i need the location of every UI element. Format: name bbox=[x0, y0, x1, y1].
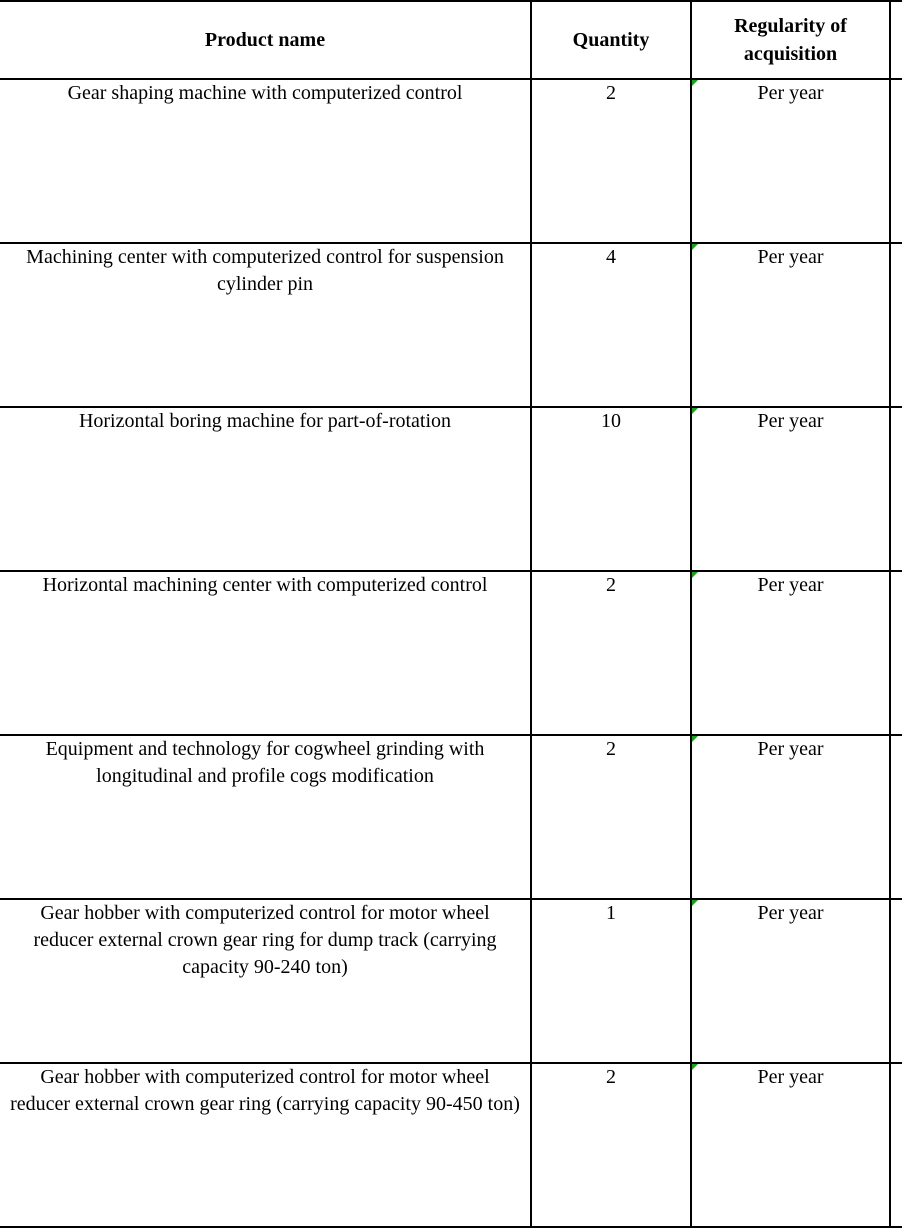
header-product-name: Product name bbox=[204, 28, 326, 51]
regularity-cell: Per year bbox=[757, 246, 824, 268]
quantity-cell: 2 bbox=[606, 574, 616, 596]
product-name-cell: Gear shaping machine with computerized control bbox=[67, 82, 463, 104]
product-name-cell: Equipment and technology for cogwheel grinding with longitudinal and profile cogs modification bbox=[45, 738, 485, 787]
quantity-cell: 1 bbox=[606, 902, 616, 924]
quantity-cell: 2 bbox=[606, 738, 616, 760]
product-name-cell: Gear hobber with computerized control for motor wheel reducer external crown gear ring for dump track (carrying capacity 90-240 ton) bbox=[33, 902, 497, 978]
product-name-cell: Gear hobber with computerized control for motor wheel reducer external crown gear ring (carrying capacity 90-450 ton) bbox=[10, 1066, 520, 1115]
header-regularity: Regularity of acquisition bbox=[734, 15, 847, 65]
quantity-cell: 10 bbox=[601, 410, 621, 432]
column-divider bbox=[530, 0, 532, 1228]
column-divider bbox=[889, 0, 891, 1228]
product-name-cell: Horizontal machining center with computerized control bbox=[42, 574, 488, 596]
product-name-cell: Horizontal boring machine for part-of-rotation bbox=[78, 410, 452, 432]
regularity-cell: Per year bbox=[757, 1066, 824, 1088]
table-border-bottom bbox=[0, 1226, 902, 1228]
column-divider bbox=[690, 0, 692, 1228]
regularity-cell: Per year bbox=[757, 574, 824, 596]
regularity-cell: Per year bbox=[757, 82, 824, 104]
regularity-cell: Per year bbox=[757, 410, 824, 432]
quantity-cell: 2 bbox=[606, 82, 616, 104]
quantity-cell: 2 bbox=[606, 1066, 616, 1088]
header-quantity: Quantity bbox=[572, 28, 650, 51]
regularity-cell: Per year bbox=[757, 902, 824, 924]
regularity-cell: Per year bbox=[757, 738, 824, 760]
product-name-cell: Machining center with computerized control for suspension cylinder pin bbox=[26, 246, 504, 295]
quantity-cell: 4 bbox=[606, 246, 616, 268]
